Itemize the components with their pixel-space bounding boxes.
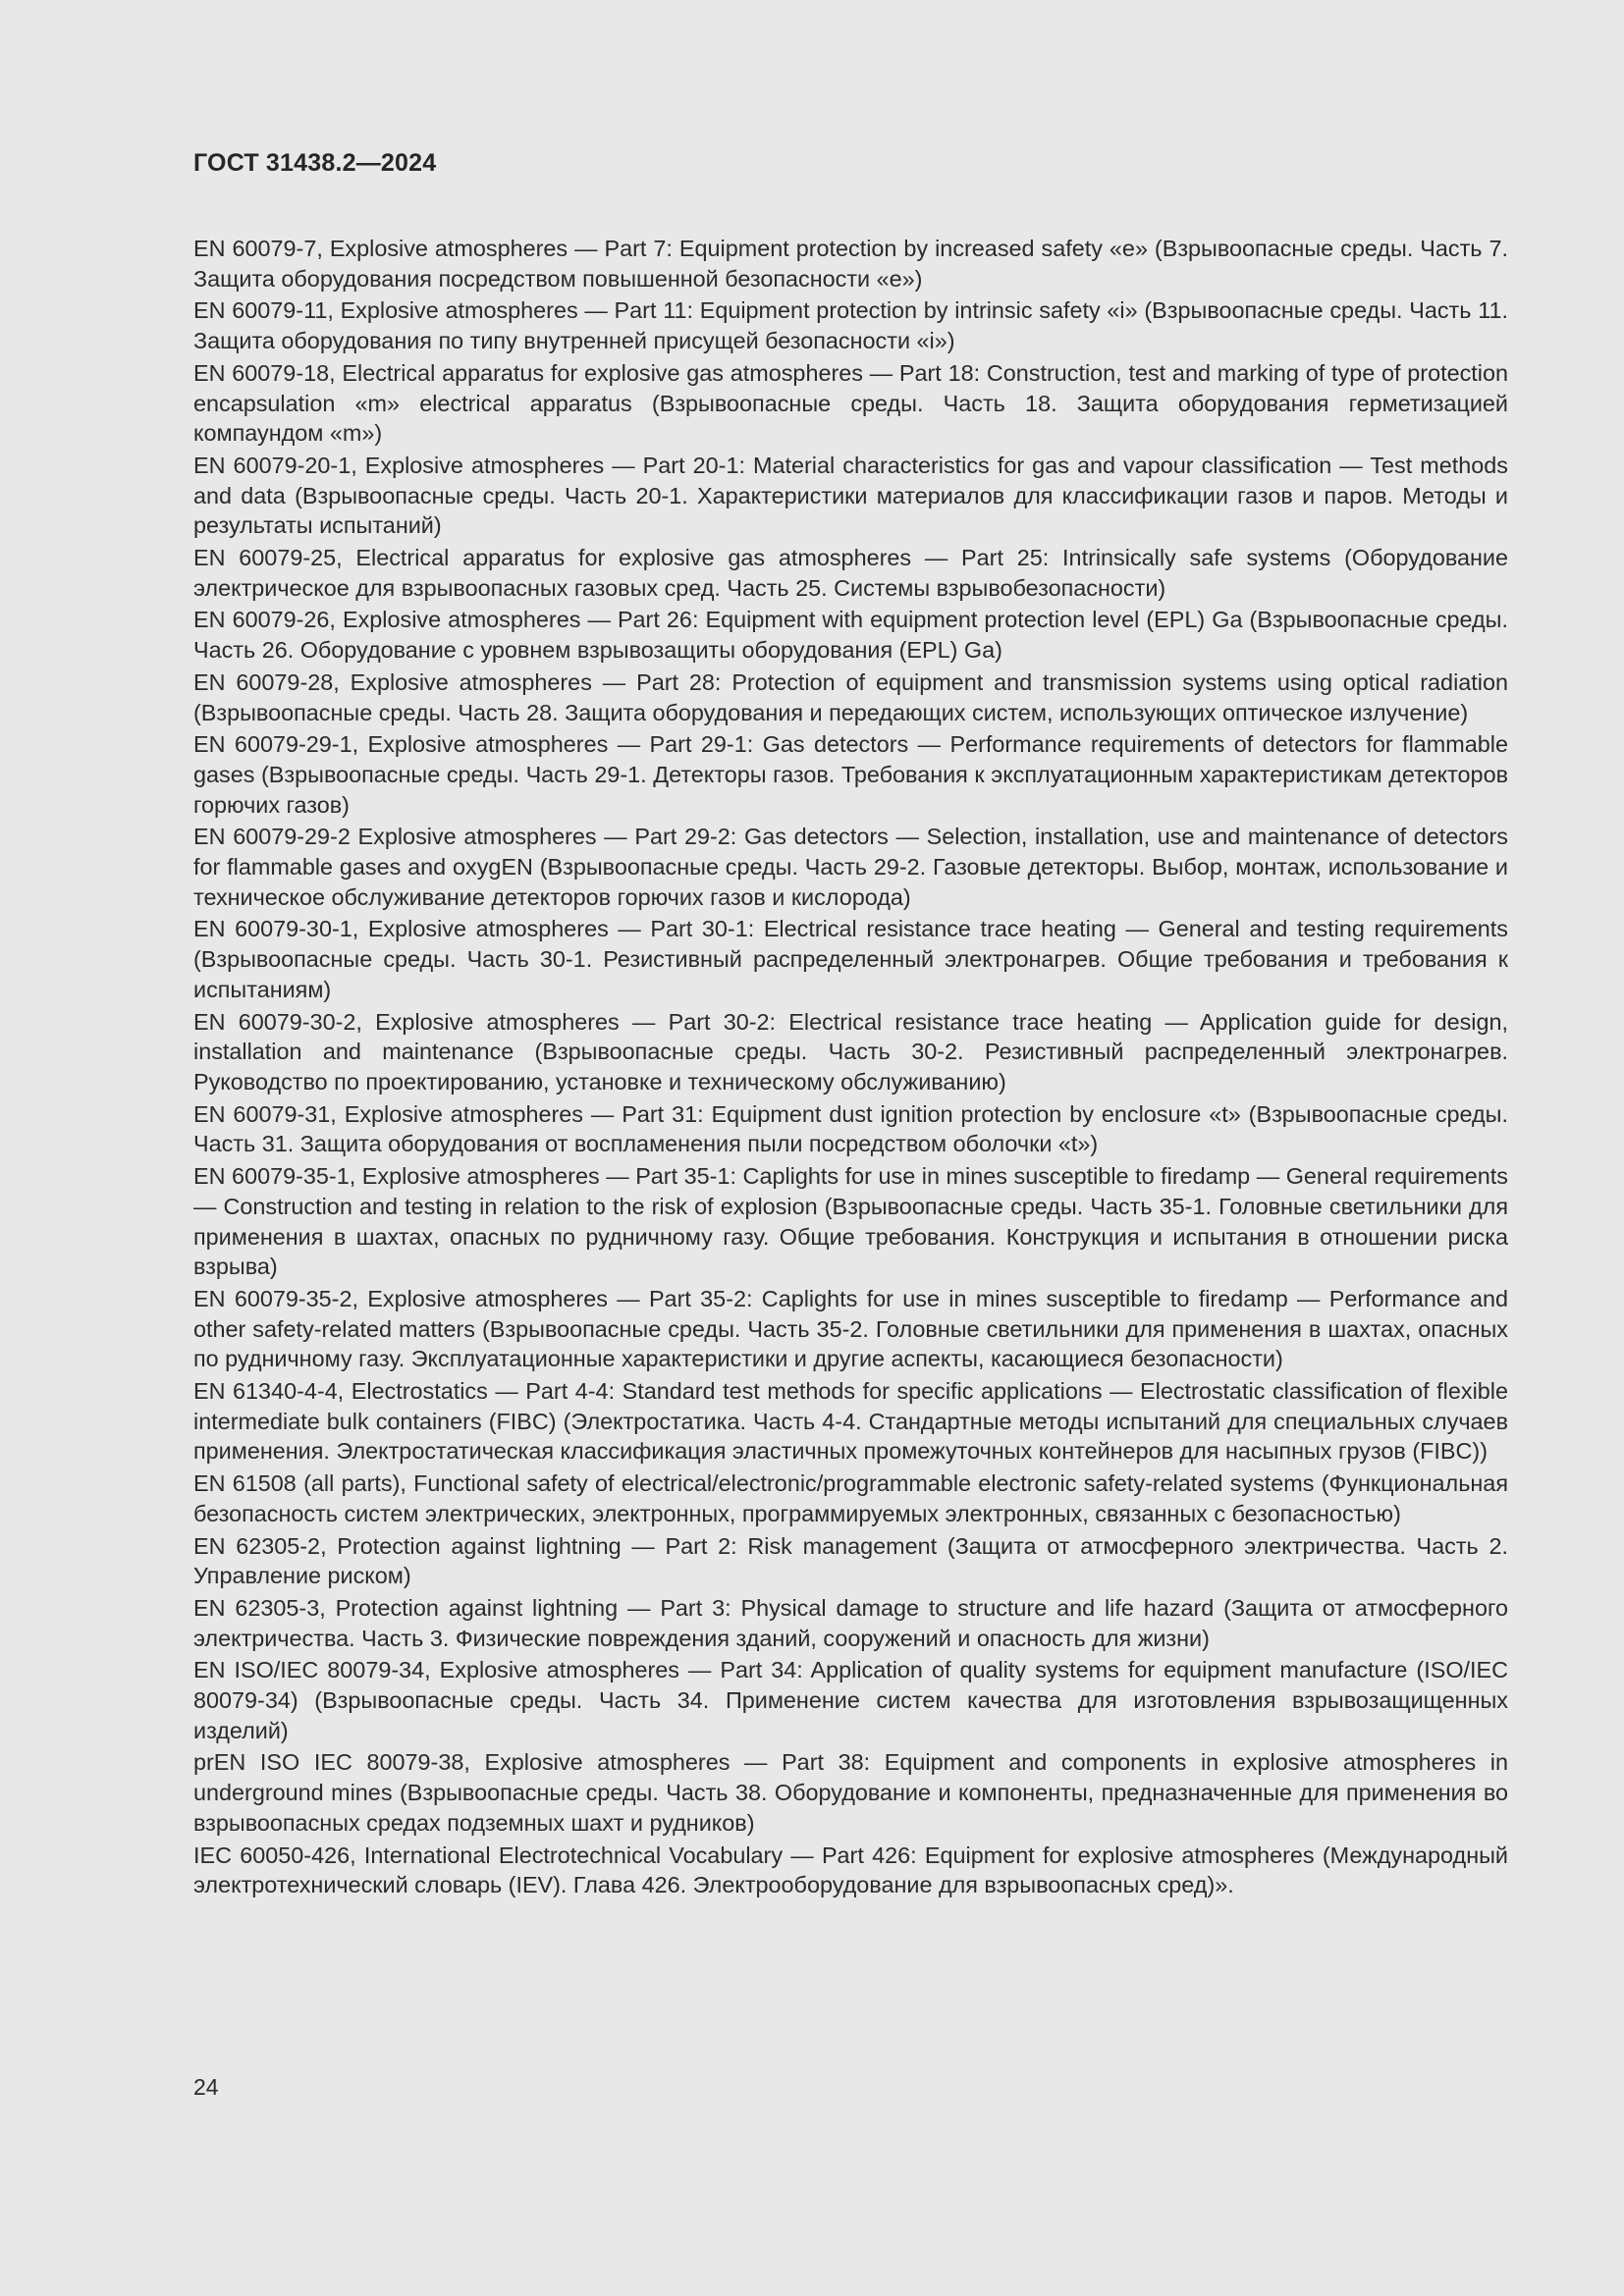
reference-entry: EN 60079-29-1, Explosive atmospheres — Part 29-1: Gas detectors — Performance requirements of detectors for flammable gases (Взрывоопасные среды. Часть 29-1. Детекторы газов. Требования к эксплуатационным характеристикам детекторов горючих газов) (193, 731, 1508, 818)
reference-entry: IEC 60050-426, International Electrotechnical Vocabulary — Part 426: Equipment for explosive atmospheres (Международный электротехнический словарь (IEV). Глава 426. Электрооборудование для взрывоопасных сред)». (193, 1842, 1508, 1898)
reference-entry: EN 60079-25, Electrical apparatus for explosive gas atmospheres — Part 25: Intrinsically safe systems (Оборудование электрическое для взрывоопасных газовых сред. Часть 25. Системы взрывобезопасности) (193, 545, 1508, 601)
page-number: 24 (193, 2074, 219, 2100)
reference-entry: EN 62305-2, Protection against lightning — Part 2: Risk management (Защита от атмосферного электричества. Часть 2. Управление риском) (193, 1532, 1508, 1589)
reference-entry: EN 60079-30-2, Explosive atmospheres — Part 30-2: Electrical resistance trace heating — Application guide for design, installation and maintenance (Взрывоопасные среды. Часть 30-2. Резистивный распределенный электронагрев. Руководство по проектированию, установке и техническому обслуживанию) (193, 1008, 1508, 1095)
reference-entry: EN ISO/IEC 80079-34, Explosive atmospheres — Part 34: Application of quality systems for equipment manufacture (ISO/IEC 80079-34) (Взрывоопасные среды. Часть 34. Применение систем качества для изготовления взрывозащищенных изделий) (193, 1657, 1508, 1743)
reference-entry: EN 60079-29-2 Explosive atmospheres — Part 29-2: Gas detectors — Selection, installation, use and maintenance of detectors for flammable gases and oxygEN (Взрывоопасные среды. Часть 29-2. Газовые детекторы. Выбор, монтаж, использование и техническое обслуживание детекторов горючих газов и кислорода) (193, 824, 1508, 910)
reference-entry: EN 60079-31, Explosive atmospheres — Part 31: Equipment dust ignition protection by enclosure «t» (Взрывоопасные среды. Часть 31. Защита оборудования от воспламенения пыли посредством оболочки «t») (193, 1100, 1508, 1157)
standard-header: ГОСТ 31438.2—2024 (193, 149, 437, 177)
reference-entry: EN 60079-35-1, Explosive atmospheres — Part 35-1: Caplights for use in mines susceptible to firedamp — General requirements — Construction and testing in relation to the risk of explosion (Взрывоопасные среды. Часть 35-1. Головные светильники для применения в шахтах, опасных по рудничному газу. Общие требования. Конструкция и испытания в отношении риска взрыва) (193, 1163, 1508, 1280)
reference-entry: EN 60079-20-1, Explosive atmospheres — Part 20-1: Material characteristics for gas and vapour classification — Test methods and data (Взрывоопасные среды. Часть 20-1. Характеристики материалов для классификации газов и паров. Методы и результаты испытаний) (193, 452, 1508, 539)
reference-entry: EN 60079-7, Explosive atmospheres — Part 7: Equipment protection by increased safety «e» (Взрывоопасные среды. Часть 7. Защита оборудования посредством повышенной безопасности «e») (193, 236, 1508, 292)
reference-entry: EN 61508 (all parts), Functional safety of electrical/electronic/programmable electronic safety-related systems (Функциональная безопасность систем электрических, электронных, программируемых электронных, связанных с безопасностью) (193, 1470, 1508, 1526)
reference-entry: EN 60079-18, Electrical apparatus for explosive gas atmospheres — Part 18: Construction, test and marking of type of protection encapsulation «m» electrical apparatus (Взрывоопасные среды. Часть 18. Защита оборудования герметизацией компаундом «m») (193, 359, 1508, 447)
reference-entry: EN 61340-4-4, Electrostatics — Part 4-4: Standard test methods for specific applications — Electrostatic classification of flexible intermediate bulk containers (FIBC) (Электростатика. Часть 4-4. Стандартные методы испытаний для специальных случаев применения. Электростатическая классификация эластичных промежуточных контейнеров для насыпных грузов (FIBC)) (193, 1378, 1508, 1465)
reference-entry: EN 60079-28, Explosive atmospheres — Part 28: Protection of equipment and transmission systems using optical radiation (Взрывоопасные среды. Часть 28. Защита оборудования и передающих систем, использующих оптическое излучение) (193, 668, 1508, 725)
reference-entry: EN 60079-11, Explosive atmospheres — Part 11: Equipment protection by intrinsic safety «i» (Взрывоопасные среды. Часть 11. Защита оборудования по типу внутренней присущей безопасности «i») (193, 297, 1508, 354)
reference-entry: EN 60079-35-2, Explosive atmospheres — Part 35-2: Caplights for use in mines susceptible to firedamp — Performance and other safety-related matters (Взрывоопасные среды. Часть 35-2. Головные светильники для применения в шахтах, опасных по рудничному газу. Эксплуатационные характеристики и другие аспекты, касающиеся безопасности) (193, 1285, 1508, 1372)
reference-entry: EN 62305-3, Protection against lightning — Part 3: Physical damage to structure and life hazard (Защита от атмосферного электричества. Часть 3. Физические повреждения зданий, сооружений и опасность для жизни) (193, 1594, 1508, 1651)
reference-list (193, 234, 1508, 1902)
reference-entry: EN 60079-26, Explosive atmospheres — Part 26: Equipment with equipment protection level (EPL) Ga (Взрывоопасные среды. Часть 26. Оборудование с уровнем взрывозащиты оборудования (EPL) Ga) (193, 607, 1508, 664)
reference-entry: EN 60079-30-1, Explosive atmospheres — Part 30-1: Electrical resistance trace heating — General and testing requirements (Взрывоопасные среды. Часть 30-1. Резистивный распределенный электронагрев. Общие требования и требования к испытаниям) (193, 916, 1508, 1002)
reference-entry: prEN ISO IEC 80079-38, Explosive atmospheres — Part 38: Equipment and components in explosive atmospheres in underground mines (Взрывоопасные среды. Часть 38. Оборудование и компоненты, предназначенные для применения во взрывоопасных средах подземных шахт и рудников) (193, 1749, 1508, 1836)
